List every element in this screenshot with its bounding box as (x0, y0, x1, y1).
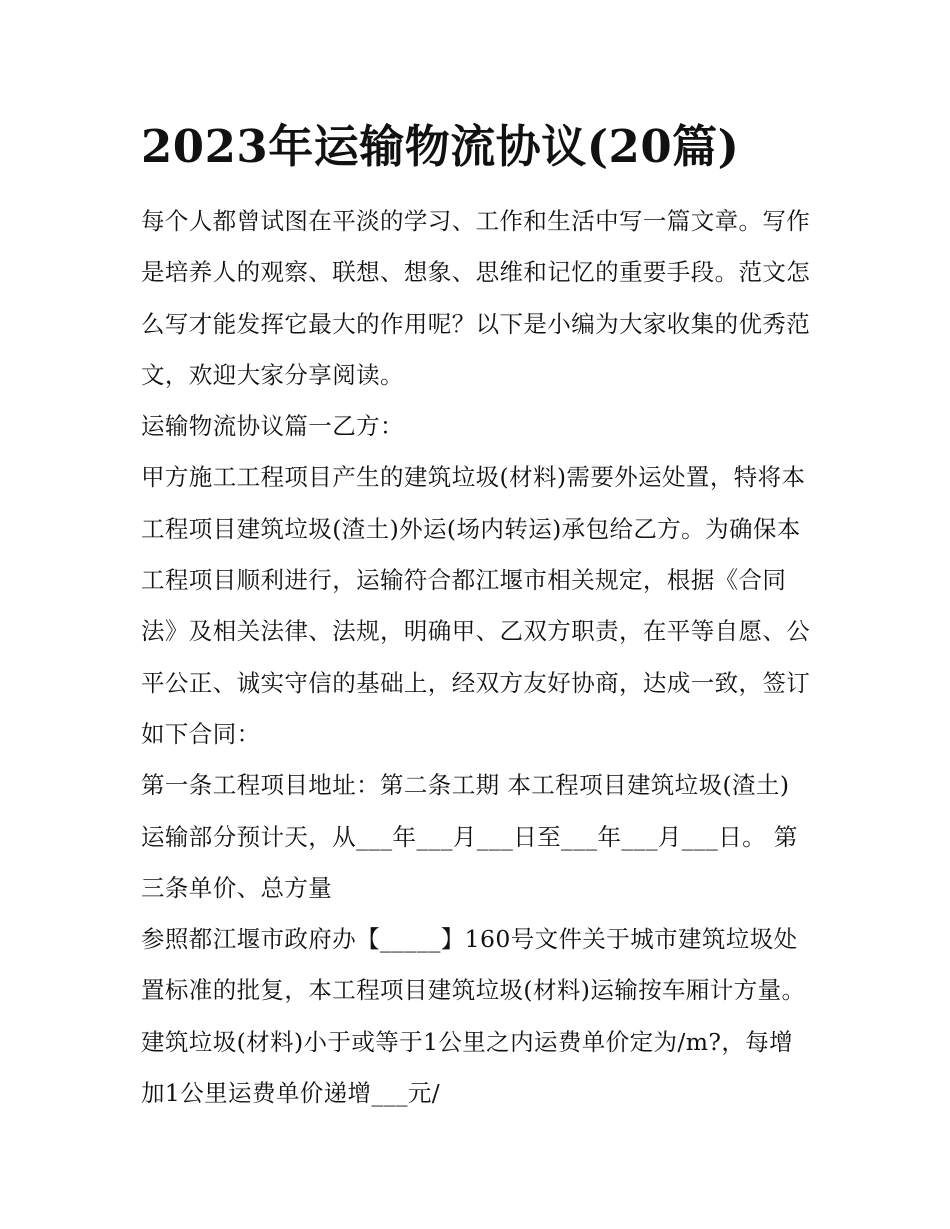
document-title: 2023年运输物流协议(20篇) (141, 120, 740, 173)
section-heading-paragraph: 运输物流协议篇一乙方： (141, 412, 404, 441)
contract-preamble-paragraph: 甲方施工工程项目产生的建筑垃圾(材料)需要外运处置，特将本工程项目建筑垃圾(渣土)外运(场内转运)承包给乙方。为确保本工程项目顺利进行，运输符合都江堰市相关规定，根据《合同法》及相关法律、法规，明确甲、乙双方职责，在平等自愿、公平公正、诚实守信的基础上，经双方友好协商，达成一致，签订如下合同： (141, 463, 811, 748)
article-one-two-paragraph: 第一条工程项目地址：第二条工期 本工程项目建筑垃圾(渣土)运输部分预计天，从___年___月___日至___年___月___日。 第三条单价、总方量 (141, 771, 798, 902)
pricing-paragraph: 参照都江堰市政府办【_____】160号文件关于城市建筑垃圾处置标准的批复，本工程项目建筑垃圾(材料)运输按车厢计方量。建筑垃圾(材料)小于或等于1公里之内运费单价定为/m?，每增加1公里运费单价递增___元/ (141, 925, 806, 1108)
intro-paragraph: 每个人都曾试图在平淡的学习、工作和生活中写一篇文章。写作是培养人的观察、联想、想象、思维和记忆的重要手段。范文怎么写才能发挥它最大的作用呢？以下是小编为大家收集的优秀范文，欢迎大家分享阅读。 (141, 207, 811, 389)
document-body (141, 116, 813, 1119)
